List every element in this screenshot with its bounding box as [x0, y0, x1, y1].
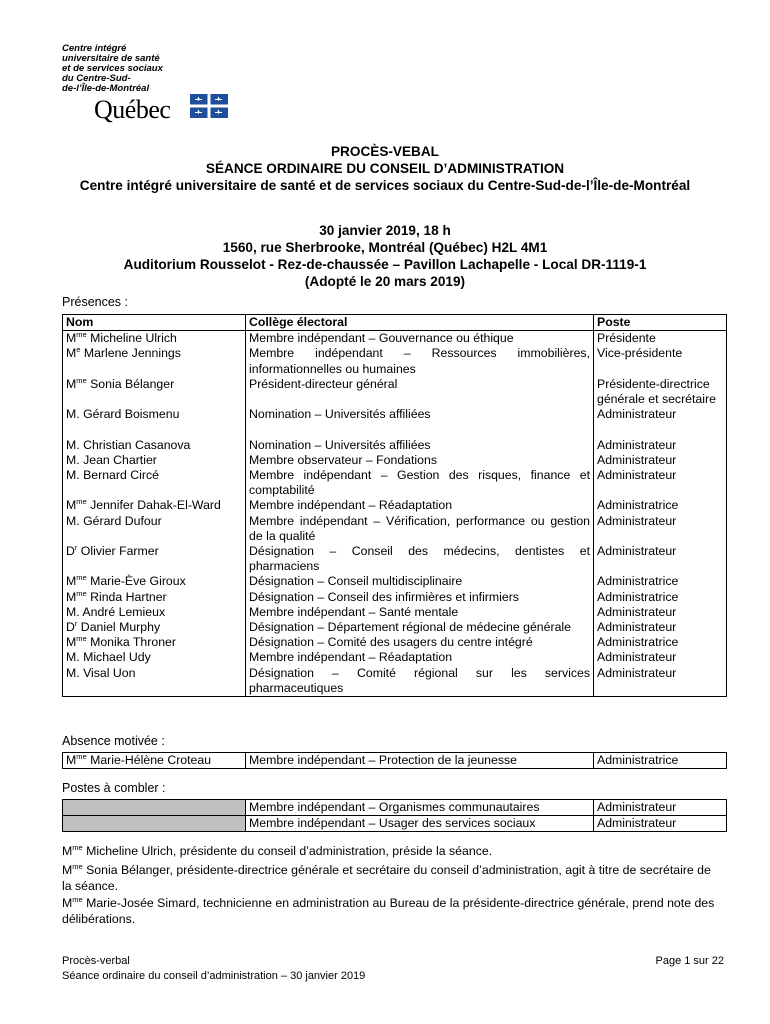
member-name: $M^{me}$ Jennifer Dahak-El-Ward [63, 498, 246, 513]
meeting-date: 30 janvier 2019, 18 h [319, 223, 451, 238]
poste-college: Membre indépendant – Usager des services sociaux [246, 816, 594, 832]
table-row [63, 453, 727, 468]
member-poste: Présidente-directrice générale et secrétaire [597, 376, 716, 407]
secretary-paragraph: $M^{me}$ Sonia Bélanger, présidente-directrice générale et secrétaire du conseil d’administration, agit à titre de secrétaire de la séance. [62, 862, 711, 893]
table-row [63, 590, 727, 605]
member-college: Désignation – Conseil multidisciplinaire [246, 574, 594, 589]
member-poste: Administrateur [597, 604, 677, 619]
absence-label: Absence motivée : [62, 734, 165, 748]
member-college: Membre indépendant – Gouvernance ou éthique [246, 331, 594, 347]
poste-college: Membre indépendant – Organismes communautaires [246, 800, 594, 816]
member-name: M. Gérard Dufour [63, 514, 246, 544]
table-row [63, 544, 727, 574]
table-row [63, 753, 727, 769]
absence-table [62, 752, 727, 769]
postes-label: Postes à combler : [62, 781, 166, 795]
member-poste: Administratrice [597, 589, 679, 604]
member-name: $M^{me}$ Monika Throner [63, 635, 246, 650]
presences-table [62, 314, 727, 697]
table-row [63, 331, 727, 347]
quebec-flag-icon [190, 94, 228, 118]
member-poste: Administrateur [597, 665, 677, 680]
document-title-block [20, 143, 750, 194]
table-row [63, 605, 727, 620]
member-name: M. Visal Uon [63, 666, 246, 697]
quebec-wordmark: Québec [94, 95, 171, 124]
member-college: Membre indépendant – Santé mentale [246, 605, 594, 620]
member-poste: Administratrice [594, 753, 727, 769]
vacant-name-cell [63, 800, 246, 816]
meeting-info-block [20, 222, 750, 290]
notes-paragraph: $M^{me}$ Marie-Josée Simard, technicienne en administration au Bureau de la présidente-directrice générale, prend note des délibérations. [62, 895, 715, 926]
member-college: Désignation – Comité régional sur les services pharmaceutiques [246, 666, 594, 697]
member-college: Désignation – Comité des usagers du centre intégré [246, 635, 594, 650]
table-row [63, 620, 727, 635]
member-college: Membre indépendant – Gestion des risques, finance et comptabilité [246, 468, 594, 498]
table-row [63, 800, 727, 816]
member-college: Nomination – Universités affiliées [246, 438, 594, 453]
member-college: Président-directeur général [246, 377, 594, 407]
table-row [63, 377, 727, 407]
member-poste: Vice-présidente [597, 346, 683, 361]
member-college [246, 422, 594, 437]
ciusss-logo [60, 44, 240, 124]
member-name: M. Jean Chartier [63, 453, 246, 468]
footer-doc-type: Procès-verbal [62, 955, 130, 967]
table-row [63, 816, 727, 832]
member-college: Membre indépendant – Réadaptation [246, 650, 594, 665]
logo-text: Centre intégré universitaire de santé et de services sociaux du Centre-Sud- de-l’Île-de-Montréal [62, 43, 163, 94]
meeting-title: SÉANCE ORDINAIRE DU CONSEIL D’ADMINISTRATION [205, 161, 565, 176]
column-header: Nom [63, 315, 246, 331]
poste-title: Administrateur [594, 800, 727, 816]
member-poste: Administrateur [597, 544, 677, 559]
column-header: Collège électoral [246, 315, 594, 331]
table-row [63, 407, 727, 422]
member-college: Désignation – Conseil des médecins, dentistes et pharmaciens [246, 544, 594, 574]
member-name: Me Marlene Jennings [63, 346, 246, 376]
member-college: Membre indépendant – Vérification, performance ou gestion de la qualité [246, 514, 594, 544]
footer-meeting: Séance ordinaire du conseil d’administration – 30 janvier 2019 [62, 970, 366, 982]
member-college: Désignation – Département régional de médecine générale [246, 620, 594, 635]
member-name: M. André Lemieux [63, 605, 246, 620]
doc-title: PROCÈS-VEBAL [330, 144, 439, 159]
member-poste: Administrateur [597, 452, 677, 467]
member-poste: Présidente [597, 331, 656, 346]
table-row [63, 422, 727, 437]
column-header: Poste [594, 315, 727, 331]
table-row [63, 666, 727, 697]
member-name: $M^{me}$ Micheline Ulrich [63, 331, 246, 347]
member-poste [594, 422, 727, 437]
table-row [63, 498, 727, 513]
member-poste: Administrateur [597, 650, 677, 665]
vacant-name-cell [63, 816, 246, 832]
footer-left [62, 954, 365, 984]
member-college: Membre indépendant – Protection de la jeunesse [246, 753, 594, 769]
meeting-address: 1560, rue Sherbrooke, Montréal (Québec) H2L 4M1 [222, 240, 548, 255]
member-name: $D^r$ Daniel Murphy [63, 620, 246, 635]
member-college: Nomination – Universités affiliées [246, 407, 594, 422]
presences-label: Présences : [62, 295, 129, 309]
member-poste: Administratrice [597, 635, 679, 650]
member-poste: Administrateur [597, 437, 677, 452]
member-poste: Administrateur [597, 513, 677, 528]
table-row [63, 346, 727, 376]
table-row [63, 468, 727, 498]
member-name: M. Christian Casanova [63, 438, 246, 453]
member-poste: Administrateur [597, 407, 677, 422]
meeting-location: Auditorium Rousselot - Rez-de-chaussée – Pavillon Lachapelle - Local DR-1119-1 [123, 257, 647, 272]
table-row [63, 635, 727, 650]
member-name: M. Bernard Circé [63, 468, 246, 498]
member-name: M. Michael Udy [63, 650, 246, 665]
member-poste: Administrateur [597, 620, 677, 635]
member-college: Désignation – Conseil des infirmières et infirmiers [246, 590, 594, 605]
member-name: $M^{me}$ Marie-Hélène Croteau [63, 753, 246, 769]
member-name: M. Gérard Boismenu [63, 407, 246, 422]
member-college: Membre observateur – Fondations [246, 453, 594, 468]
member-college: Membre indépendant – Ressources immobilières, informationnelles ou humaines [246, 346, 594, 376]
member-college: Membre indépendant – Réadaptation [246, 498, 594, 513]
member-name: $M^{me}$ Rinda Hartner [63, 590, 246, 605]
member-name [63, 422, 246, 437]
postes-table [62, 799, 727, 832]
table-row [63, 650, 727, 665]
poste-title: Administrateur [594, 816, 727, 832]
member-poste: Administratrice [597, 574, 679, 589]
table-row [63, 438, 727, 453]
organization-name: Centre intégré universitaire de santé et de services sociaux du Centre-Sud-de-l’Île-de-Montréal [79, 178, 691, 193]
table-row [63, 574, 727, 589]
page-number: Page 1 sur 22 [655, 955, 724, 967]
chair-paragraph: $M^{me}$ Micheline Ulrich, présidente du conseil d’administration, préside la séance. [62, 843, 493, 858]
table-header-row [63, 315, 727, 331]
member-name: $D^r$ Olivier Farmer [63, 544, 246, 574]
member-poste: Administrateur [597, 468, 677, 483]
member-poste: Administratrice [597, 498, 679, 513]
member-name: $M^{me}$ Sonia Bélanger [63, 377, 246, 407]
table-row [63, 514, 727, 544]
member-name: $M^{me}$ Marie-Ève Giroux [63, 574, 246, 589]
adoption-date: (Adopté le 20 mars 2019) [304, 274, 466, 289]
